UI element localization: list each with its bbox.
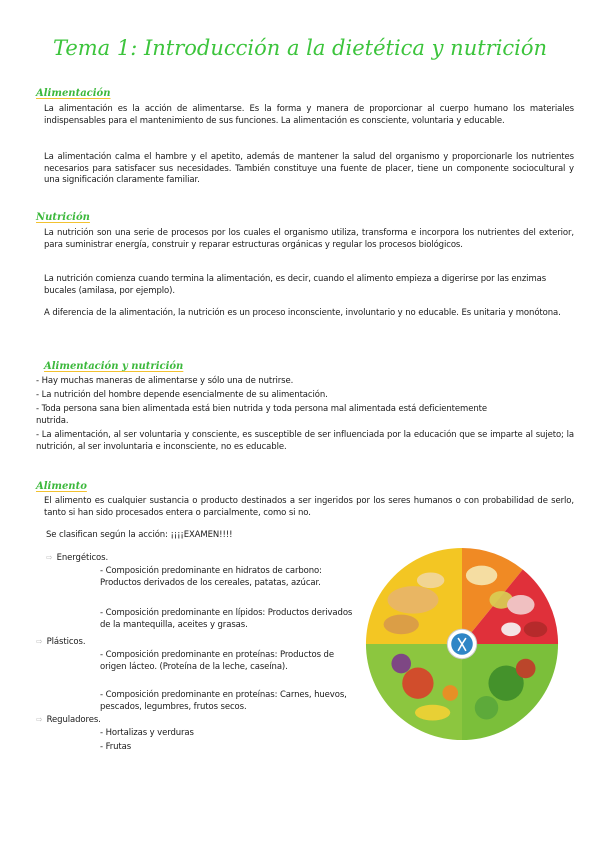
category-energeticos: ⇨ Energéticos. [46,553,109,563]
page-title: Tema 1: Introducción a la dietética y nutrición [52,36,548,60]
arrow-icon: ⇨ [36,637,43,646]
plasticos-item-2: - Composición predominante en proteínas: Carnes, huevos, pescados, legumbres, frutos secos. [100,690,347,712]
category-plasticos: ⇨ Plásticos. [36,637,86,647]
heading-alimento: Alimento [36,481,87,492]
alimento-paragraph-1: El alimento es cualquier sustancia o producto destinados a ser ingeridos por los seres humanos o con probabilidad de serlo, tanto si han sido procesados entera o parcialmente, como si no. [44,496,574,518]
heading-alimentacion: Alimentación [36,88,111,99]
energeticos-item-1: - Composición predominante en hidratos de carbono: Productos derivados de los cereales, patatas, azúcar. [100,566,322,588]
nutricion-paragraph-3: A diferencia de la alimentación, la nutrición es un proceso inconsciente, involuntario y no educable. Es unitaria y monótona. [44,308,561,318]
nutricion-paragraph-2: La nutrición comienza cuando termina la alimentación, es decir, cuando el alimento empieza a digerirse por las enzimas bucales (amilasa, por ejemplo). [44,274,547,296]
alim-nutri-line-1: - Hay muchas maneras de alimentarse y sólo una de nutrirse. [36,376,294,386]
arrow-icon: ⇨ [46,553,53,562]
nutricion-paragraph-1: La nutrición son una serie de procesos por los cuales el organismo utiliza, transforma e incorpora los nutrientes del exterior, para suministrar energía, construir y reparar estructuras orgánicas y regular los procesos biológicos. [44,228,574,250]
heading-nutricion: Nutrición [36,212,90,223]
energeticos-item-2: - Composición predominante en lípidos: Productos derivados de la mantequilla, aceites y grasas. [100,608,353,630]
alim-nutri-line-4: - La alimentación, al ser voluntaria y consciente, es susceptible de ser influenciada por la educación que se imparte al sujeto; la nutrición, al ser involuntaria e inconsciente, no es educable. [36,430,574,452]
alimentacion-paragraph-1: La alimentación es la acción de alimentarse. Es la forma y manera de proporcionar al cuerpo humano los materiales indispensables para el mantenimiento de sus funciones. La alimentación es consciente, voluntaria y educable. [44,104,574,126]
plasticos-item-1: - Composición predominante en proteínas: Productos de origen lácteo. (Proteína de la leche, caseína). [100,650,334,672]
alim-nutri-line-3: - Toda persona sana bien alimentada está bien nutrida y toda persona mal alimentada está deficientemente nutrida. [36,404,488,426]
alim-nutri-line-2: - La nutrición del hombre depende esencialmente de su alimentación. [36,390,328,400]
alimentacion-paragraph-2: La alimentación calma el hambre y el apetito, además de mantener la salud del organismo y proporcionarle los nutrientes necesarios para satisfacer sus necesidades. También constituye una fuente de placer, tiene un componente sociocultural y una significación claramente familiar. [44,152,574,185]
alimento-paragraph-2: Se clasifican según la acción: ¡¡¡¡EXAMEN!!!! [46,530,233,540]
food-wheel-image [364,546,560,742]
reguladores-item-1: - Hortalizas y verduras [100,728,194,738]
heading-alimentacion-y-nutricion: Alimentación y nutrición [44,361,184,372]
arrow-icon: ⇨ [36,715,43,724]
category-reguladores: ⇨ Reguladores. [36,715,101,725]
reguladores-item-2: - Frutas [100,742,132,752]
